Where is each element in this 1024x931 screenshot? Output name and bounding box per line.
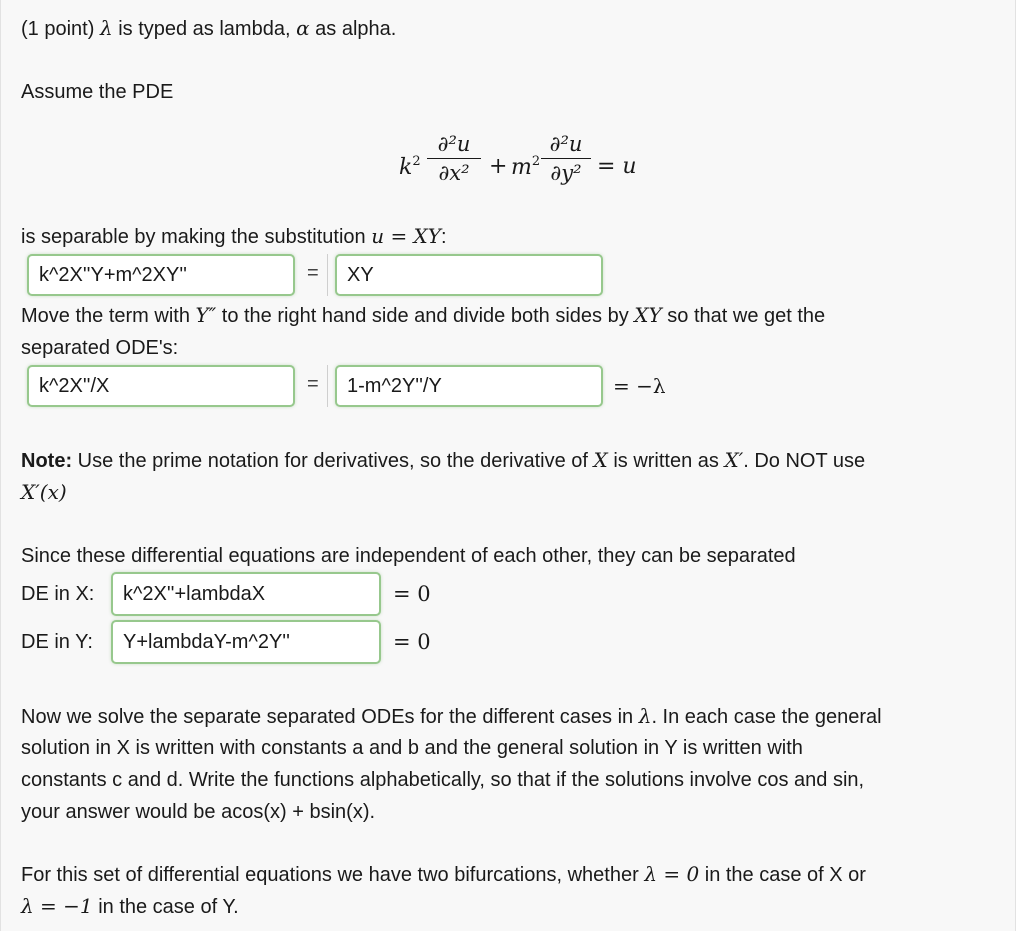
header-line [21,14,396,43]
bifurc-math-1: λ = 0 [644,862,700,886]
solve-line-3: constants c and d. Write the functions alphabetically, so that if the solutions involve cos and sin, [21,769,865,791]
assume-text: Assume the PDE [21,81,174,103]
alpha-note: as alpha. [315,18,397,40]
de-x-label: DE in X: [21,583,95,605]
alpha-symbol: α [296,16,310,40]
separable-line: is separable by making the substitution u = XY: [21,224,447,248]
move-line-2: separated ODE's: [21,337,179,359]
bifurc-line-2: λ = −1 in the case of Y. [21,894,239,918]
de-y-input[interactable] [111,620,381,664]
note-bold: Note: [21,450,73,472]
ode-rhs-input[interactable] [335,365,603,407]
move-math-y: Y″ [195,303,217,327]
solve-line-1: Now we solve the separate separated ODEs for the different cases in λ. In each case the general [21,704,882,728]
pde-frac-y: ∂²u ∂y² [541,132,591,185]
points-label: (1 point) [21,18,95,40]
pde-plus: + [489,154,508,179]
note-line-1: Note: Use the prime notation for derivatives, so the derivative of X is written as X′. Do NOT use [21,448,866,472]
pde-rhs: = u [597,154,637,179]
ode-lhs-input[interactable] [27,365,295,407]
de-y-label: DE in Y: [21,631,93,653]
move-math-xy: XY [634,303,662,327]
independent-text: Since these differential equations are independent of each other, they can be separated [21,545,796,567]
bifurc-line-1: For this set of differential equations we have two bifurcations, whether λ = 0 in the case of X or [21,862,866,886]
subst-equals: = [307,262,319,284]
subst-rhs-input[interactable] [335,254,603,296]
subst-lhs-input[interactable] [27,254,295,296]
bifurc-math-2: λ = −1 [21,894,93,918]
pde-m: $m^2$ [511,154,541,180]
de-x-tail: = 0 [393,582,431,606]
move-line-1: Move the term with Y″ to the right hand side and divide both sides by XY so that we get the [21,303,826,327]
pde-display [399,132,639,208]
de-y-tail: = 0 [393,630,431,654]
ode-tail: = −λ [613,374,666,398]
lambda-symbol: λ [99,16,113,40]
pde-k: $k^2$ [399,154,421,180]
solve-line-4: your answer would be acos(x) + bsin(x). [21,801,376,823]
separable-math: u = XY [371,224,441,248]
lambda-note: is typed as lambda, [118,18,291,40]
ode-equals: = [307,373,319,395]
solve-line-2: solution in X is written with constants a and b and the general solution in Y is written with [21,737,803,759]
note-line-2: X′(x) [21,480,67,504]
pde-frac-x: ∂²u ∂x² [427,132,481,185]
de-x-input[interactable] [111,572,381,616]
